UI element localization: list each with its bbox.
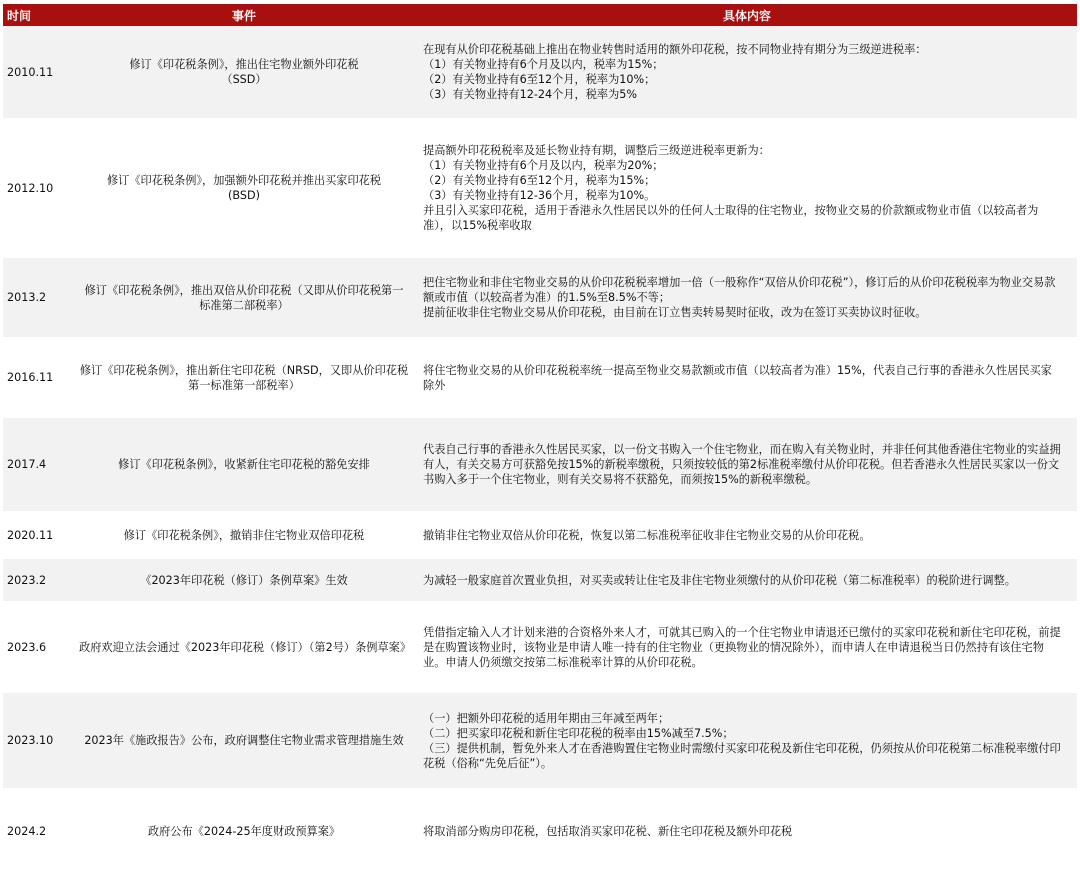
detail-text: 提高额外印花税税率及延长物业持有期，调整后三级逆进税率更新为： <box>423 144 770 157</box>
detail-text: 将取消部分购房印花税，包括取消买家印花税、新住宅印花税及额外印花税 <box>423 824 793 838</box>
event-text: 政府欢迎立法会通过《2023年印花税（修订）（第2号）条例草案》 <box>79 640 412 654</box>
detail-cell <box>413 26 1077 118</box>
detail-text: （二）把买家印花税和新住宅印花税的税率由15%减至7.5%； <box>423 726 734 740</box>
detail-cell <box>413 789 1077 873</box>
time-cell: 2010.11 <box>7 65 54 79</box>
detail-text: （3）有关物业持有12-36个月，税率为10%。 <box>423 189 656 202</box>
table-header <box>3 4 1077 26</box>
detail-text: （2）有关物业持有6至12个月，税率为15%； <box>423 174 656 187</box>
detail-text: 将住宅物业交易的从价印花税税率统一提高至物业交易款额或市值（以较高者为准）15%，代表自己行事的香港永久性居民买家除外 <box>423 363 1052 392</box>
event-text: 修订《印花税条例》，加强额外印花税并推出买家印花税 <box>106 174 382 187</box>
table-body <box>3 26 1077 874</box>
event-cell <box>75 258 413 337</box>
detail-cell <box>413 119 1077 257</box>
stamp-duty-table <box>3 4 1077 874</box>
table-row <box>3 338 1077 418</box>
time-cell: 2023.6 <box>7 640 47 654</box>
event-text: 修订《印花税条例》，推出双倍从价印花税（又即从价印花税第一标准第二部税率） <box>84 283 404 312</box>
detail-text: 把住宅物业和非住宅物业交易的从价印花税税率增加一倍（一般称作“双倍从价印花税”），修订后的从价印花税税率为物业交易款额或市值（以较高者为准）的1.5%至8.5%不等； <box>423 276 1056 304</box>
detail-cell <box>413 559 1077 601</box>
time-cell: 2020.11 <box>7 528 54 542</box>
detail-text: 代表自己行事的香港永久性居民买家，以一份文书购入一个住宅物业，而在购入有关物业时，并非任何其他香港住宅物业的实益拥有人，有关交易方可获豁免按15%的新税率缴税，只须按较低的第2标准税率缴付从价印花税。但若香港永久性居民买家以一份文书购入多于一个住宅物业，则有关交易将不获豁免，而须按15%的新税率缴税。 <box>423 443 1061 486</box>
time-cell: 2023.10 <box>7 734 54 747</box>
event-text: 2023年《施政报告》公布，政府调整住宅物业需求管理措施生效 <box>84 734 404 747</box>
detail-text: 并且引入买家印花税，适用于香港永久性居民以外的任何人士取得的住宅物业，按物业交易的价款额或物业市值（以较高者为准），以15%税率收取 <box>423 204 1039 232</box>
event-cell <box>75 602 413 692</box>
detail-text: （3）有关物业持有12-24个月，税率为5% <box>423 88 638 101</box>
event-text: 《2023年印花税（修订）条例草案》生效 <box>140 573 348 587</box>
detail-cell <box>413 512 1077 558</box>
detail-text: 为减轻一般家庭首次置业负担，对买卖或转让住宅及非住宅物业须缴付的从价印花税（第二标准税率）的税阶进行调整。 <box>423 573 1016 587</box>
event-cell <box>75 789 413 873</box>
header-event: 事件 <box>231 8 256 23</box>
event-text: 修订《印花税条例》，撤销非住宅物业双倍印花税 <box>123 528 365 542</box>
event-text: 修订《印花税条例》，推出住宅物业额外印花税 <box>129 58 359 71</box>
detail-text: 在现有从价印花税基础上推出在物业转售时适用的额外印花税，按不同物业持有期分为三级逆进税率： <box>423 43 927 56</box>
detail-cell <box>413 602 1077 692</box>
table-row <box>3 602 1077 693</box>
detail-cell <box>413 693 1077 788</box>
event-cell <box>75 418 413 511</box>
event-cell <box>75 26 413 118</box>
table-row <box>3 119 1077 258</box>
table-row <box>3 26 1077 119</box>
detail-cell <box>413 418 1077 511</box>
detail-cell <box>413 258 1077 337</box>
table-row <box>3 693 1077 789</box>
detail-text: 撤销非住宅物业双倍从价印花税，恢复以第二标准税率征收非住宅物业交易的从价印花税。 <box>423 528 871 542</box>
time-cell: 2017.4 <box>7 458 47 471</box>
time-cell: 2012.10 <box>7 181 54 195</box>
table-row <box>3 512 1077 559</box>
event-text: 政府公布《2024-25年度财政预算案》 <box>147 824 341 838</box>
time-cell: 2024.2 <box>7 824 47 838</box>
event-cell <box>75 559 413 601</box>
event-cell <box>75 338 413 417</box>
detail-text: （1）有关物业持有6个月及以内，税率为20%； <box>423 159 664 172</box>
table-row <box>3 418 1077 512</box>
detail-text: （2）有关物业持有6至12个月，税率为10%； <box>423 73 656 86</box>
header-detail: 具体内容 <box>722 8 771 23</box>
detail-text: （一）把额外印花税的适用年期由三年减至两年； <box>423 711 670 725</box>
detail-text: 凭借指定输入人才计划来港的合资格外来人才，可就其已购入的一个住宅物业申请退还已缴付的买家印花税和新住宅印花税，前提是在购置该物业时，该物业是申请人唯一持有的住宅物业（更换物业的情况除外），而申请人在申请退税当日仍然持有该住宅物业。申请人仍须缴交按第二标准税率计算的从价印花税。 <box>423 625 1061 669</box>
event-cell <box>75 693 413 788</box>
time-cell: 2013.2 <box>7 291 47 304</box>
table-row <box>3 258 1077 338</box>
table-row <box>3 559 1077 602</box>
time-cell: 2016.11 <box>7 371 54 384</box>
detail-text: 提前征收非住宅物业交易从价印花税，由目前在订立售卖转易契时征收，改为在签订买卖协议时征收。 <box>423 306 927 319</box>
table-row <box>3 789 1077 874</box>
detail-text: （三）提供机制，暂免外来人才在香港购置住宅物业时需缴付买家印花税及新住宅印花税，仍须按从价印花税第二标准税率缴付印花税（俗称“先免后征”）。 <box>423 741 1061 770</box>
event-cell <box>75 512 413 558</box>
event-cell <box>75 119 413 257</box>
event-text: 修订《印花税条例》，收紧新住宅印花税的豁免安排 <box>118 458 370 471</box>
event-text: 修订《印花税条例》，推出新住宅印花税（NRSD，又即从价印花税第一标准第一部税率） <box>79 363 409 392</box>
detail-cell <box>413 338 1077 417</box>
detail-text: （1）有关物业持有6个月及以内，税率为15%； <box>423 58 664 71</box>
event-text: (BSD) <box>228 189 260 202</box>
time-cell: 2023.2 <box>7 573 47 587</box>
event-text: （SSD） <box>221 73 267 86</box>
header-time: 时间 <box>7 8 32 23</box>
